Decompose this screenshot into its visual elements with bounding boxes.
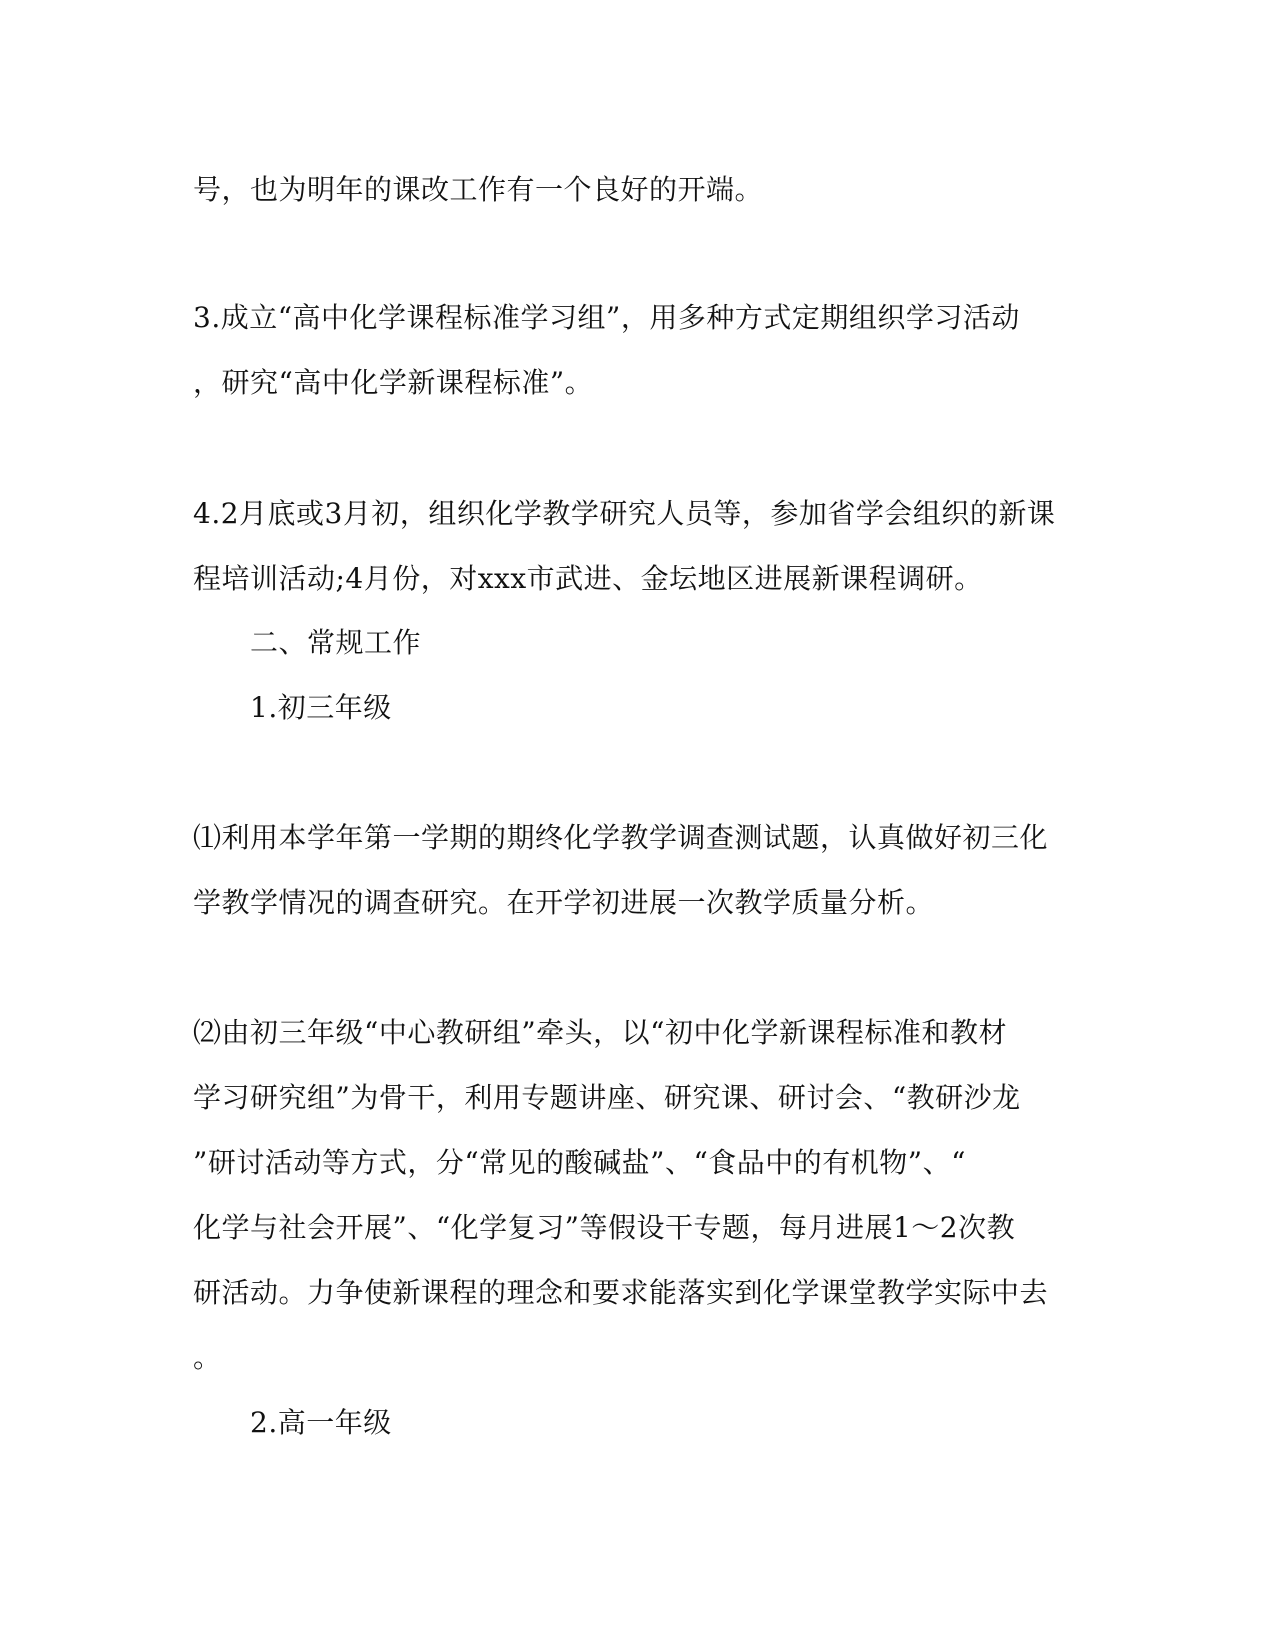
list-item-4-line-1: 4.2月底或3月初，组织化学教学研究人员等，参加省学会组织的新课 [193, 497, 1056, 530]
list-item-4-line-2: 程培训活动;4月份，对xxx市武进、金坛地区进展新课程调研。 [193, 562, 983, 595]
subsection-heading-grade-10: 2.高一年级 [250, 1406, 392, 1439]
sub-item-2-line-3: ”研讨活动等方式，分“常见的酸碱盐”、“食品中的有机物”、“ [193, 1146, 966, 1179]
paragraph-line: 号，也为明年的课改工作有一个良好的开端。 [193, 173, 764, 206]
section-heading: 二、常规工作 [250, 626, 422, 659]
sub-item-2-line-4: 化学与社会开展”、“化学复习”等假设干专题，每月进展1～2次教 [193, 1211, 1016, 1244]
sub-item-2-line-6: 。 [193, 1341, 222, 1374]
sub-item-1-line-1: ⑴利用本学年第一学期的期终化学教学调查测试题，认真做好初三化 [193, 821, 1049, 854]
list-item-3-line-2: ，研究“高中化学新课程标准”。 [193, 366, 594, 399]
sub-item-2-line-5: 研活动。力争使新课程的理念和要求能落实到化学课堂教学实际中去 [193, 1276, 1049, 1309]
sub-item-2-line-1: ⑵由初三年级“中心教研组”牵头，以“初中化学新课程标准和教材 [193, 1016, 1007, 1049]
list-item-3-line-1: 3.成立“高中化学课程标准学习组”，用多种方式定期组织学习活动 [193, 301, 1020, 334]
sub-item-1-line-2: 学教学情况的调查研究。在开学初进展一次教学质量分析。 [193, 886, 935, 919]
sub-item-2-line-2: 学习研究组”为骨干，利用专题讲座、研究课、研讨会、“教研沙龙 [193, 1081, 1021, 1114]
subsection-heading-grade-9: 1.初三年级 [250, 691, 392, 724]
